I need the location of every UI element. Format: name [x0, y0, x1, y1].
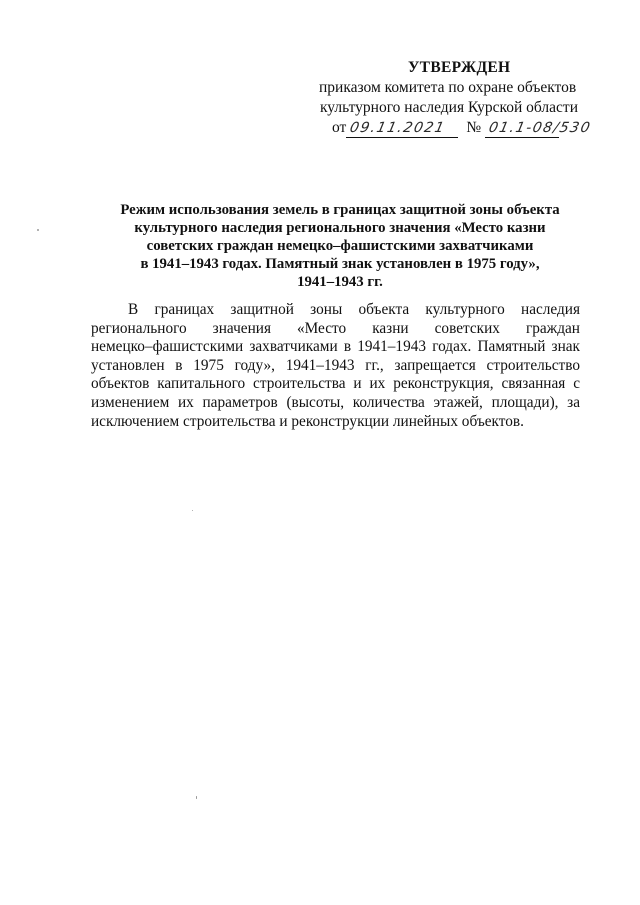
approval-title: УТВЕРЖДЕН [408, 59, 511, 76]
heading-line: советских граждан немецко–фашистскими захватчиками [146, 238, 534, 254]
heading-line: 1941–1943 гг. [297, 274, 383, 290]
number-field [485, 119, 593, 138]
body-line: изменением их параметров (высоты, количества этажей, площади), за [91, 393, 580, 411]
approval-block [318, 58, 618, 140]
body-line: исключением строительства и реконструкции линейных объектов. [91, 412, 524, 430]
scan-speck [196, 796, 197, 799]
date-label: от [332, 119, 347, 136]
document-heading [90, 201, 590, 291]
heading-line: Режим использования земель в границах защитной зоны объекта [120, 202, 560, 218]
body-line: регионального значения «Место казни советских граждан [91, 319, 580, 337]
body-line: объектов капитального строительства и их реконструкция, связанная с [91, 375, 580, 393]
approval-line-1: приказом комитета по охране объектов [319, 79, 577, 96]
heading-line: культурного наследия регионального значения «Место казни [134, 220, 546, 236]
document-body [91, 301, 580, 431]
approval-signature-row [332, 118, 618, 140]
body-line: немецко–фашистскими захватчиками в 1941–1943 годах. Памятный знак [91, 338, 580, 356]
approval-line-2: культурного наследия Курской области [320, 99, 578, 116]
date-field [346, 119, 458, 138]
heading-line: в 1941–1943 годах. Памятный знак установлен в 1975 году», [140, 256, 540, 272]
body-line: установлен в 1975 году», 1941–1943 гг., запрещается строительство [91, 356, 580, 374]
handwritten-date: 09.11.2021 [348, 120, 448, 136]
scan-speck [192, 510, 193, 511]
scan-speck [37, 229, 39, 231]
body-line: В границах защитной зоны объекта культурного наследия [128, 301, 580, 318]
handwritten-number: 01.1-08/530 [487, 120, 593, 136]
number-label: № [466, 119, 482, 136]
